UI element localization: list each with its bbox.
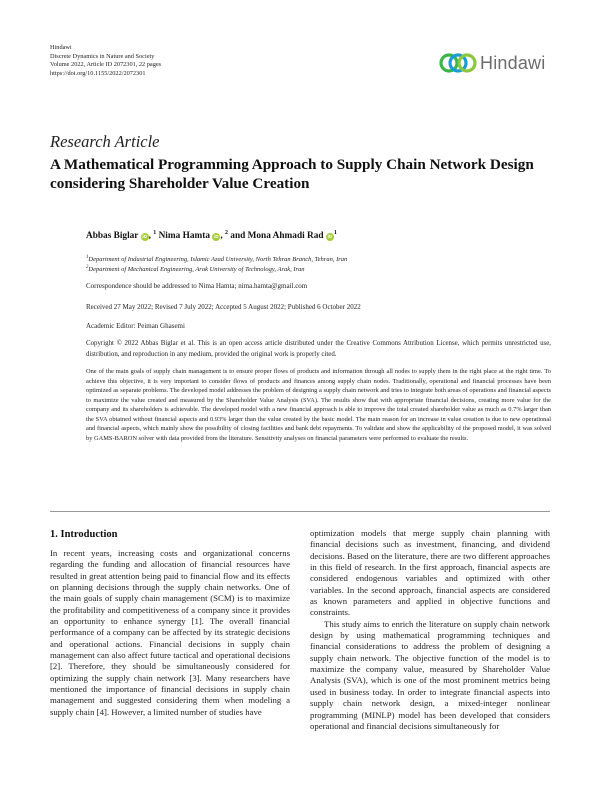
section-heading: 1. Introduction xyxy=(50,529,118,540)
correspondence: Correspondence should be addressed to Nima Hamta; nima.hamta@gmail.com xyxy=(86,282,308,290)
affiliation-number: 1 xyxy=(86,255,89,260)
body-column-left xyxy=(50,548,290,718)
body-paragraph: optimization models that merge supply chain planning with financial decisions such as investment, financing, and dividend decisions. Based on the literature, there are two different approaches in this field of research. In the first approach, financial aspects are considered endogenous variables and optimized with other variables. In the second approach, financial aspects are considered as known parameters and applied in objective functions and constraints. xyxy=(310,528,550,618)
orcid-icon[interactable]: iD xyxy=(142,234,147,240)
affiliation-text: Department of Industrial Engineering, Islamic Azad University, North Tehran Branch, Tehran, Iran xyxy=(88,256,348,264)
logo-text: Hindawi xyxy=(480,52,546,73)
volume-line: Volume 2022, Article ID 2072301, 22 pages xyxy=(50,61,162,69)
section-divider xyxy=(50,511,550,512)
publication-dates: Received 27 May 2022; Revised 7 July 2022; Accepted 5 August 2022; Published 6 October 2022 xyxy=(86,303,361,311)
academic-editor: Academic Editor: Peiman Ghasemi xyxy=(86,322,185,330)
orcid-icon[interactable]: iD xyxy=(214,234,219,240)
author-affiliation-mark: 2 xyxy=(224,230,228,236)
hindawi-logo xyxy=(438,50,553,76)
journal-name: Discrete Dynamics in Nature and Society xyxy=(50,52,155,60)
author-name[interactable]: Abbas Biglar xyxy=(86,231,139,242)
publisher-name: Hindawi xyxy=(50,44,72,51)
abstract: One of the main goals of supply chain management is to ensure proper flows of products and information through all nodes to supply them in the right place at the right time. To achieve this objective, it is very important to consider flows of products and finances among supply chain nodes. Traditionally, operational and financial processes have been optimized as separate problems. The developed model addresses the problem of designing a supply chain network and tries to integrate both areas of operations and financial aspects to maximize the value created and measured by the Shareholder Value Analysis (SVA). The results show that with appropriate financial decisions, creating more value for the company and its shareholders is achievable. The developed model with a new financial approach is able to improve the total created shareholder value as much as 0.7% larger than the SVA obtained without financial aspects and 0.93% larger than the value created by the basic model. The main reason for an increase in value creation is due to new operational and financial aspects, which mainly show the possibility of closing facilities and bank debt repayments. To validate and show the applicability of the proposed model, it was solved by GAMS-BARON solver with data provided from the literature. Sensitivity analyses on financial parameters were performed to evaluate the results. xyxy=(86,368,551,442)
author-name[interactable]: Nima Hamta xyxy=(158,231,210,242)
journal-header xyxy=(50,44,161,78)
affiliation xyxy=(86,255,347,263)
author-affiliation-mark: 1 xyxy=(333,230,337,236)
doi-link[interactable]: https://doi.org/10.1155/2022/2072301 xyxy=(50,69,146,77)
copyright-notice: Copyright © 2022 Abbas Biglar et al. This is an open access article distributed under the Creative Commons Attribution License, which permits unrestricted use, distribution, and reproduction in any medium, provided the original work is properly cited. xyxy=(86,340,551,358)
affiliation-number: 2 xyxy=(86,265,89,270)
author-list: Abbas Biglar iD , $^1$ Nima Hamta iD , $^2$ and Mona Ahmadi Rad $iD^1$ xyxy=(86,230,337,242)
affiliation-text: Department of Mechanical Engineering, Arak University of Technology, Arak, Iran xyxy=(88,266,305,274)
body-paragraph: This study aims to enrich the literature on supply chain network design by using mathematical programming techniques and financial considerations to address the problem of designing a supply chain network. The objective function of the model is to maximize the company value, measured by Shareholder Value Analysis (SVA), which is one of the most prominent metrics being used in business today. In order to integrate financial aspects into supply chain network design, a mixed-integer nonlinear programming (MINLP) model has been developed that considers operational and financial decisions simultaneously for xyxy=(310,618,550,731)
hindawi-rings-icon xyxy=(438,52,478,74)
body-column-right xyxy=(310,528,550,732)
article-title: A Mathematical Programming Approach to Supply Chain Network Design considering Shareholder Value Creation xyxy=(50,156,534,192)
affiliation xyxy=(86,265,305,273)
orcid-icon[interactable]: iD xyxy=(327,234,333,240)
author-affiliation-mark: 1 xyxy=(153,230,157,236)
article-type: Research Article xyxy=(50,132,160,151)
author-name[interactable]: Mona Ahmadi Rad xyxy=(247,231,324,242)
body-paragraph: In recent years, increasing costs and organizational concerns regarding the funding and allocation of financial resources have resulted in great attention being paid to financial flow and its effects on planning decisions through the supply chain networks. One of the main goals of supply chain management (SCM) is to maximize the profitability and competitiveness of a company since it provides an opportunity to enhance synergy [1]. The overall financial performance of a company can be affected by its strategic decisions and operational actions. Financial decisions in supply chain management can also affect future tactical and operational decisions [2]. Therefore, they should be simultaneously considered for optimizing the supply chain network [3]. Many researchers have mentioned the importance of financial decisions in supply chain management and suggested considering them when modeling a supply chain [4]. However, a limited number of studies have xyxy=(50,548,290,717)
